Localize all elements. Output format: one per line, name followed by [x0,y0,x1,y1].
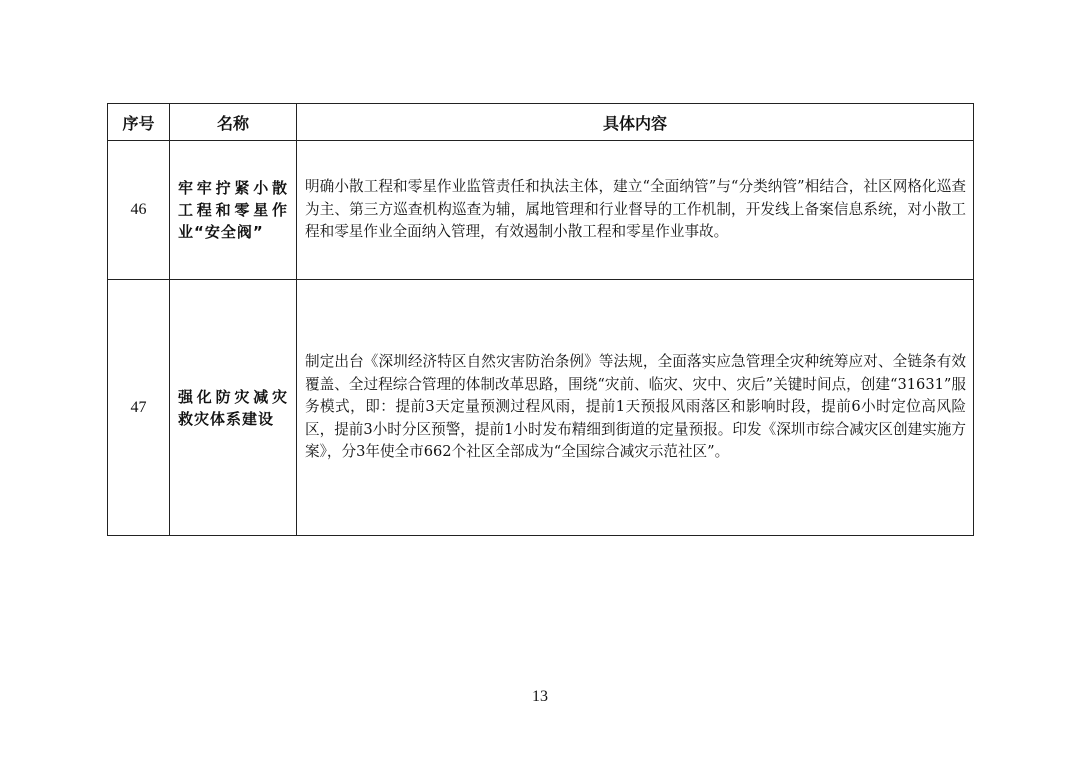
page-number: 13 [532,688,548,705]
header-serial-number: 序号 [108,104,170,141]
header-content: 具体内容 [297,104,974,141]
row-content: 明确小散工程和零星作业监管责任和执法主体，建立“全面纳管”与“分类纳管”相结合，社区网格化巡查为主、第三方巡查机构巡查为辅，属地管理和行业督导的工作机制，开发线上备案信息系统，对小散工程和零星作业全面纳入管理，有效遏制小散工程和零星作业事故。 [297,141,974,280]
row-serial-number: 47 [108,280,170,536]
table-header-row [108,104,974,141]
row-name: 牢牢拧紧小散工程和零星作业“安全阀” [170,141,297,280]
table-row [108,141,974,280]
table-row [108,280,974,536]
row-name: 强化防灾减灾救灾体系建设 [170,280,297,536]
row-content: 制定出台《深圳经济特区自然灾害防治条例》等法规，全面落实应急管理全灾种统筹应对、全链条有效覆盖、全过程综合管理的体制改革思路，围绕“灾前、临灾、灾中、灾后”关键时间点，创建“31631”服务模式，即：提前3天定量预测过程风雨，提前1天预报风雨落区和影响时段，提前6小时定位高风险区，提前3小时分区预警，提前1小时发布精细到街道的定量预报。印发《深圳市综合减灾区创建实施方案》，分3年使全市662个社区全部成为“全国综合减灾示范社区”。 [297,280,974,536]
header-name: 名称 [170,104,297,141]
content-table [107,103,974,536]
row-serial-number: 46 [108,141,170,280]
